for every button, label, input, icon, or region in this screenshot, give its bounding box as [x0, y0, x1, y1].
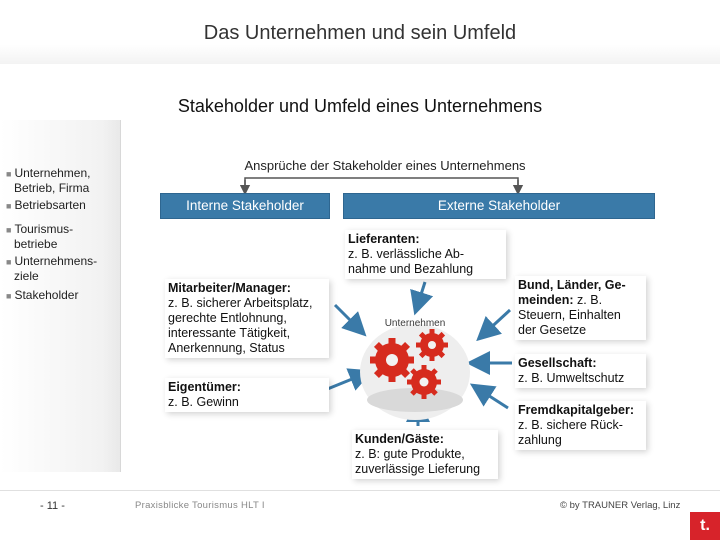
arrow-lieferanten [418, 282, 425, 304]
stakeholder-heading: Kunden/Gäste: [355, 432, 444, 446]
slide-subtitle: Stakeholder und Umfeld eines Unternehmens [177, 96, 543, 116]
stakeholder-kunden [352, 430, 498, 479]
sidebar-item-label: betriebe [14, 237, 58, 251]
stakeholder-text: interessante Tätigkeit, [168, 326, 291, 340]
stakeholder-text: zahlung [518, 433, 562, 447]
stakeholder-lieferanten [345, 230, 506, 279]
sidebar-item-label: Betriebsarten [14, 198, 86, 212]
stakeholder-text: gerechte Entlohnung, [168, 311, 287, 325]
footer-book-title: Praxisblicke Tourismus HLT I [135, 500, 265, 511]
bullet-icon: ■ [6, 291, 12, 301]
stakeholder-bund [515, 276, 646, 340]
bullet-icon: ■ [6, 257, 12, 267]
stakeholder-heading: meinden: [518, 293, 574, 307]
footer-divider [0, 490, 720, 491]
bullet-icon: ■ [6, 169, 12, 179]
internal-stakeholder-box: Interne Stakeholder [160, 193, 330, 219]
sidebar-item-label: Stakeholder [14, 288, 79, 302]
stakeholder-text: der Gesetze [518, 323, 587, 337]
gears-illustration [360, 324, 470, 420]
arrow-eigentuemer [325, 375, 362, 390]
stakeholder-heading: Gesellschaft: [518, 356, 597, 370]
stakeholder-gesellschaft [515, 354, 646, 388]
stakeholder-text: z. B: gute Produkte, [355, 447, 465, 461]
claims-title: Ansprüche der Stakeholder eines Unternehmens [244, 158, 526, 173]
stakeholder-text: zuverlässige Lieferung [355, 462, 481, 476]
arrow-bund [485, 310, 510, 333]
footer-copyright: © by TRAUNER Verlag, Linz [560, 500, 681, 511]
stakeholder-heading: Lieferanten: [348, 232, 420, 246]
bullet-icon: ■ [6, 201, 12, 211]
sidebar-item-label: Betrieb, Firma [14, 181, 90, 195]
stakeholder-text: z. B. [573, 293, 603, 307]
sidebar-item-label: Tourismus- [14, 222, 74, 236]
stakeholder-text: z. B. sichere Rück- [518, 418, 623, 432]
external-stakeholder-box: Externe Stakeholder [343, 193, 655, 219]
stakeholder-heading: Eigentümer: [168, 380, 241, 394]
gear-icon [416, 329, 448, 361]
page-title: Das Unternehmen und sein Umfeld [203, 22, 517, 44]
sidebar-item-label: ziele [14, 269, 39, 283]
stakeholder-text: Steuern, Einhalten [518, 308, 621, 322]
stakeholder-text: z. B. sicherer Arbeitsplatz, [168, 296, 313, 310]
publisher-logo: t. [690, 512, 720, 540]
stakeholder-heading: Mitarbeiter/Manager: [168, 281, 291, 295]
stakeholder-fremdkapital [515, 401, 646, 450]
stakeholder-text: Anerkennung, Status [168, 341, 285, 355]
bracket-line [245, 178, 518, 188]
arrow-mitarbeiter [335, 305, 358, 328]
sidebar-item-label: Unternehmen, [14, 166, 91, 180]
stakeholder-heading: Bund, Länder, Ge- [518, 278, 626, 292]
gear-icon [407, 365, 441, 399]
stakeholder-text: z. B. Gewinn [168, 395, 239, 409]
stakeholder-text: z. B. Umweltschutz [518, 371, 625, 385]
page-number: - 11 - [40, 500, 65, 512]
sidebar-item-label: Unternehmens- [14, 254, 98, 268]
stakeholder-text: nahme und Bezahlung [348, 262, 474, 276]
stakeholder-mitarbeiter [165, 279, 329, 358]
stakeholder-heading: Fremdkapitalgeber: [518, 403, 635, 417]
arrow-fremdkapital [480, 390, 508, 408]
stakeholder-eigentuemer [165, 378, 329, 412]
gear-icon [370, 338, 414, 382]
center-label: Unternehmen [384, 318, 446, 329]
bullet-icon: ■ [6, 225, 12, 235]
stakeholder-text: z. B. verlässliche Ab- [348, 247, 465, 261]
